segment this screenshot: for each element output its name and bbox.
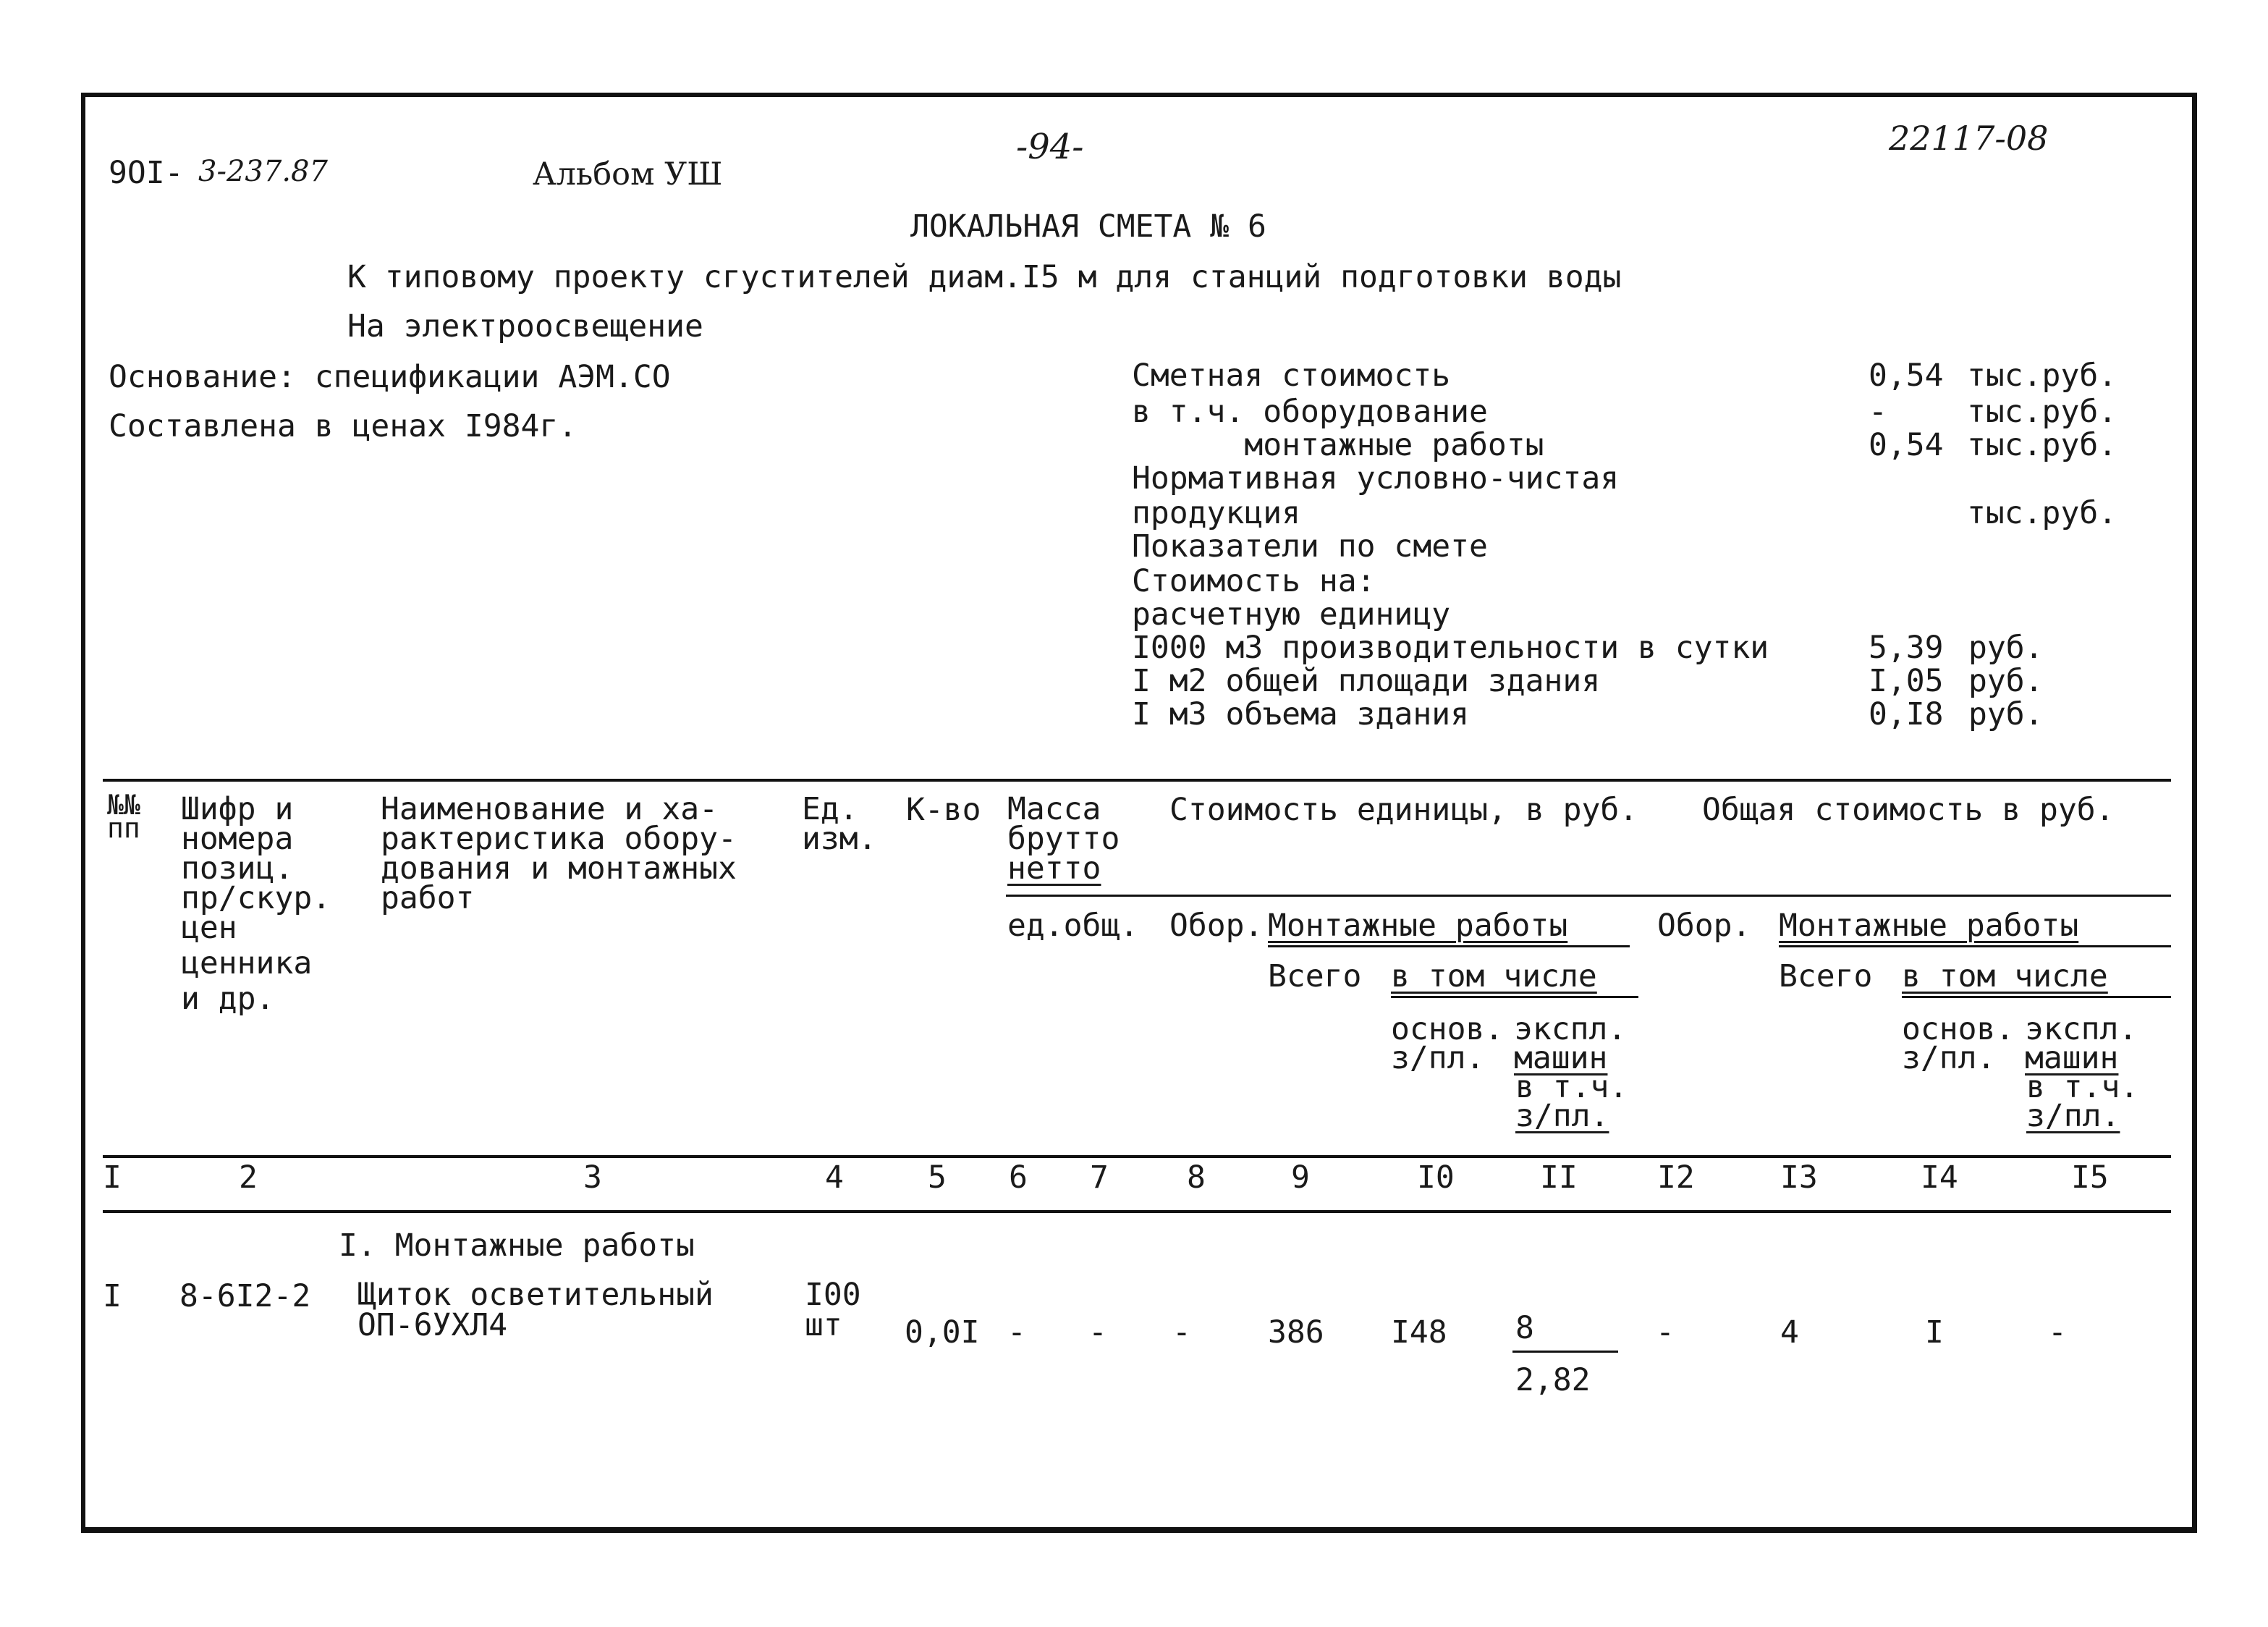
price-basis: Составлена в ценах I984г. [109,408,577,444]
summary-label: I м3 объема здания [1132,696,1469,732]
mass-rule [1006,895,2171,897]
summary-value: - [1869,394,1887,430]
header-equip-unit: Обор. [1169,908,1264,944]
row-c8: - [1172,1314,1191,1351]
col-header-num: №№ пп [107,789,140,844]
mount-total-rule [1779,945,2171,947]
column-number: 8 [1187,1159,1206,1196]
summary-unit: руб. [1968,663,2044,699]
table-top-rule [103,779,2171,782]
column-number: I3 [1780,1159,1818,1196]
row-name: Щиток осветительный ОП-6УХЛ4 [357,1277,714,1343]
summary-label: I000 м3 производительности в сутки [1132,630,1769,666]
col-header-qty: К-во [906,792,981,828]
header-base-wage-unit: основ. з/пл. [1391,1011,1504,1076]
summary-value: 0,54 [1869,427,1944,463]
column-number: I [103,1159,122,1196]
header-equip-total: Обор. [1657,908,1751,944]
column-number: 9 [1291,1159,1310,1196]
header-mount-unit: Монтажные работы [1268,908,1568,944]
header-incl-unit: в том числе [1391,958,1597,994]
column-number: 5 [928,1159,947,1196]
column-number: I5 [2071,1159,2109,1196]
mount-unit-rule [1268,945,1630,947]
header-machines-unit: экспл. машин в т.ч. з/пл. [1514,1011,1628,1134]
summary-label: монтажные работы [1132,427,1544,463]
row-c11: 8 [1515,1310,1534,1346]
col-header-code: Шифр и номера позиц. пр/скур. цен ценника и др. [181,791,331,1017]
summary-label: Нормативная условно-чистая [1132,460,1620,496]
row-c11-fraction-rule [1512,1351,1618,1353]
column-number: 2 [239,1159,258,1196]
row-num: I [103,1278,122,1314]
basis: Основание: спецификации АЭМ.СО [109,359,671,395]
header-mass-sub: ед.общ. [1007,908,1139,944]
summary-label: Сметная стоимость [1132,358,1451,394]
column-number: II [1540,1159,1578,1196]
summary-unit: тыс.руб. [1967,495,2117,531]
row-c6: - [1007,1314,1026,1351]
row-c15: - [2048,1314,2067,1351]
summary-label: Стоимость на: [1132,563,1376,599]
incl-total-rule [1902,996,2171,998]
row-c12: - [1656,1314,1675,1351]
row-c13: 4 [1780,1314,1799,1351]
header-total-unit: Всего [1268,958,1362,994]
header-mount-total: Монтажные работы [1779,908,2079,944]
section-title: I. Монтажные работы [339,1227,695,1264]
header-base-wage-total: основ. з/пл. [1902,1011,2015,1076]
summary-label: в т.ч. оборудование [1132,394,1488,430]
summary-label: продукция [1132,495,1300,531]
header-incl-total: в том числе [1902,958,2108,994]
col-header-unit: Ед. изм. [802,791,877,857]
summary-value: 5,39 [1869,630,1944,666]
header-unit-cost: Стоимость единицы, в руб. [1169,792,1638,828]
row-c9: 386 [1268,1314,1324,1351]
subtitle: К типовому проекту сгустителей диам.I5 м для станций подготовки воды [347,259,1622,295]
column-number: I0 [1417,1159,1455,1196]
summary-label: Показатели по смете [1132,528,1488,565]
row-c11-sub: 2,82 [1515,1362,1591,1398]
row-unit: I00 шт [805,1277,861,1343]
header-total-total: Всего [1779,958,1873,994]
column-number: I4 [1921,1159,1958,1196]
subject: На электроосвещение [347,308,703,345]
page-number: -94- [1016,127,1084,167]
column-number: 6 [1009,1159,1028,1196]
page-title: ЛОКАЛЬНАЯ СМЕТА № 6 [910,208,1266,245]
header-total-cost: Общая стоимость в руб. [1702,792,2115,828]
row-c10: I48 [1391,1314,1447,1351]
album-label: Альбом УШ [533,156,723,193]
summary-unit: тыс.руб. [1967,394,2117,430]
column-number: 7 [1090,1159,1109,1196]
col-header-name: Наименование и ха- рактеристика обору- дования и монтажных работ [381,791,737,916]
summary-unit: руб. [1968,630,2044,666]
numbers-bottom-rule [103,1210,2171,1213]
row-qty: 0,0I [905,1314,980,1351]
column-number: 3 [583,1159,602,1196]
header-bottom-rule [103,1155,2171,1158]
summary-unit: руб. [1968,696,2044,732]
doc-code-print: 9OI- [109,155,184,191]
col-header-mass: Масса брутто нетто [1007,791,1120,887]
row-c7: - [1088,1314,1107,1351]
summary-unit: тыс.руб. [1967,358,2117,394]
summary-value: 0,I8 [1869,696,1944,732]
summary-label: I м2 общей площади здания [1132,663,1601,699]
summary-value: 0,54 [1869,358,1944,394]
doc-code-hand: 3-237.87 [198,155,328,188]
summary-unit: тыс.руб. [1967,427,2117,463]
column-number: I2 [1657,1159,1695,1196]
row-c14: I [1925,1314,1944,1351]
header-machines-total: экспл. машин в т.ч. з/пл. [2025,1011,2139,1134]
summary-value: I,05 [1869,663,1944,699]
summary-label: расчетную единицу [1132,596,1451,633]
incl-unit-rule [1391,996,1638,998]
column-number: 4 [825,1159,844,1196]
row-code: 8-6I2-2 [179,1278,311,1314]
stamp-number: 22117-08 [1889,119,2049,158]
